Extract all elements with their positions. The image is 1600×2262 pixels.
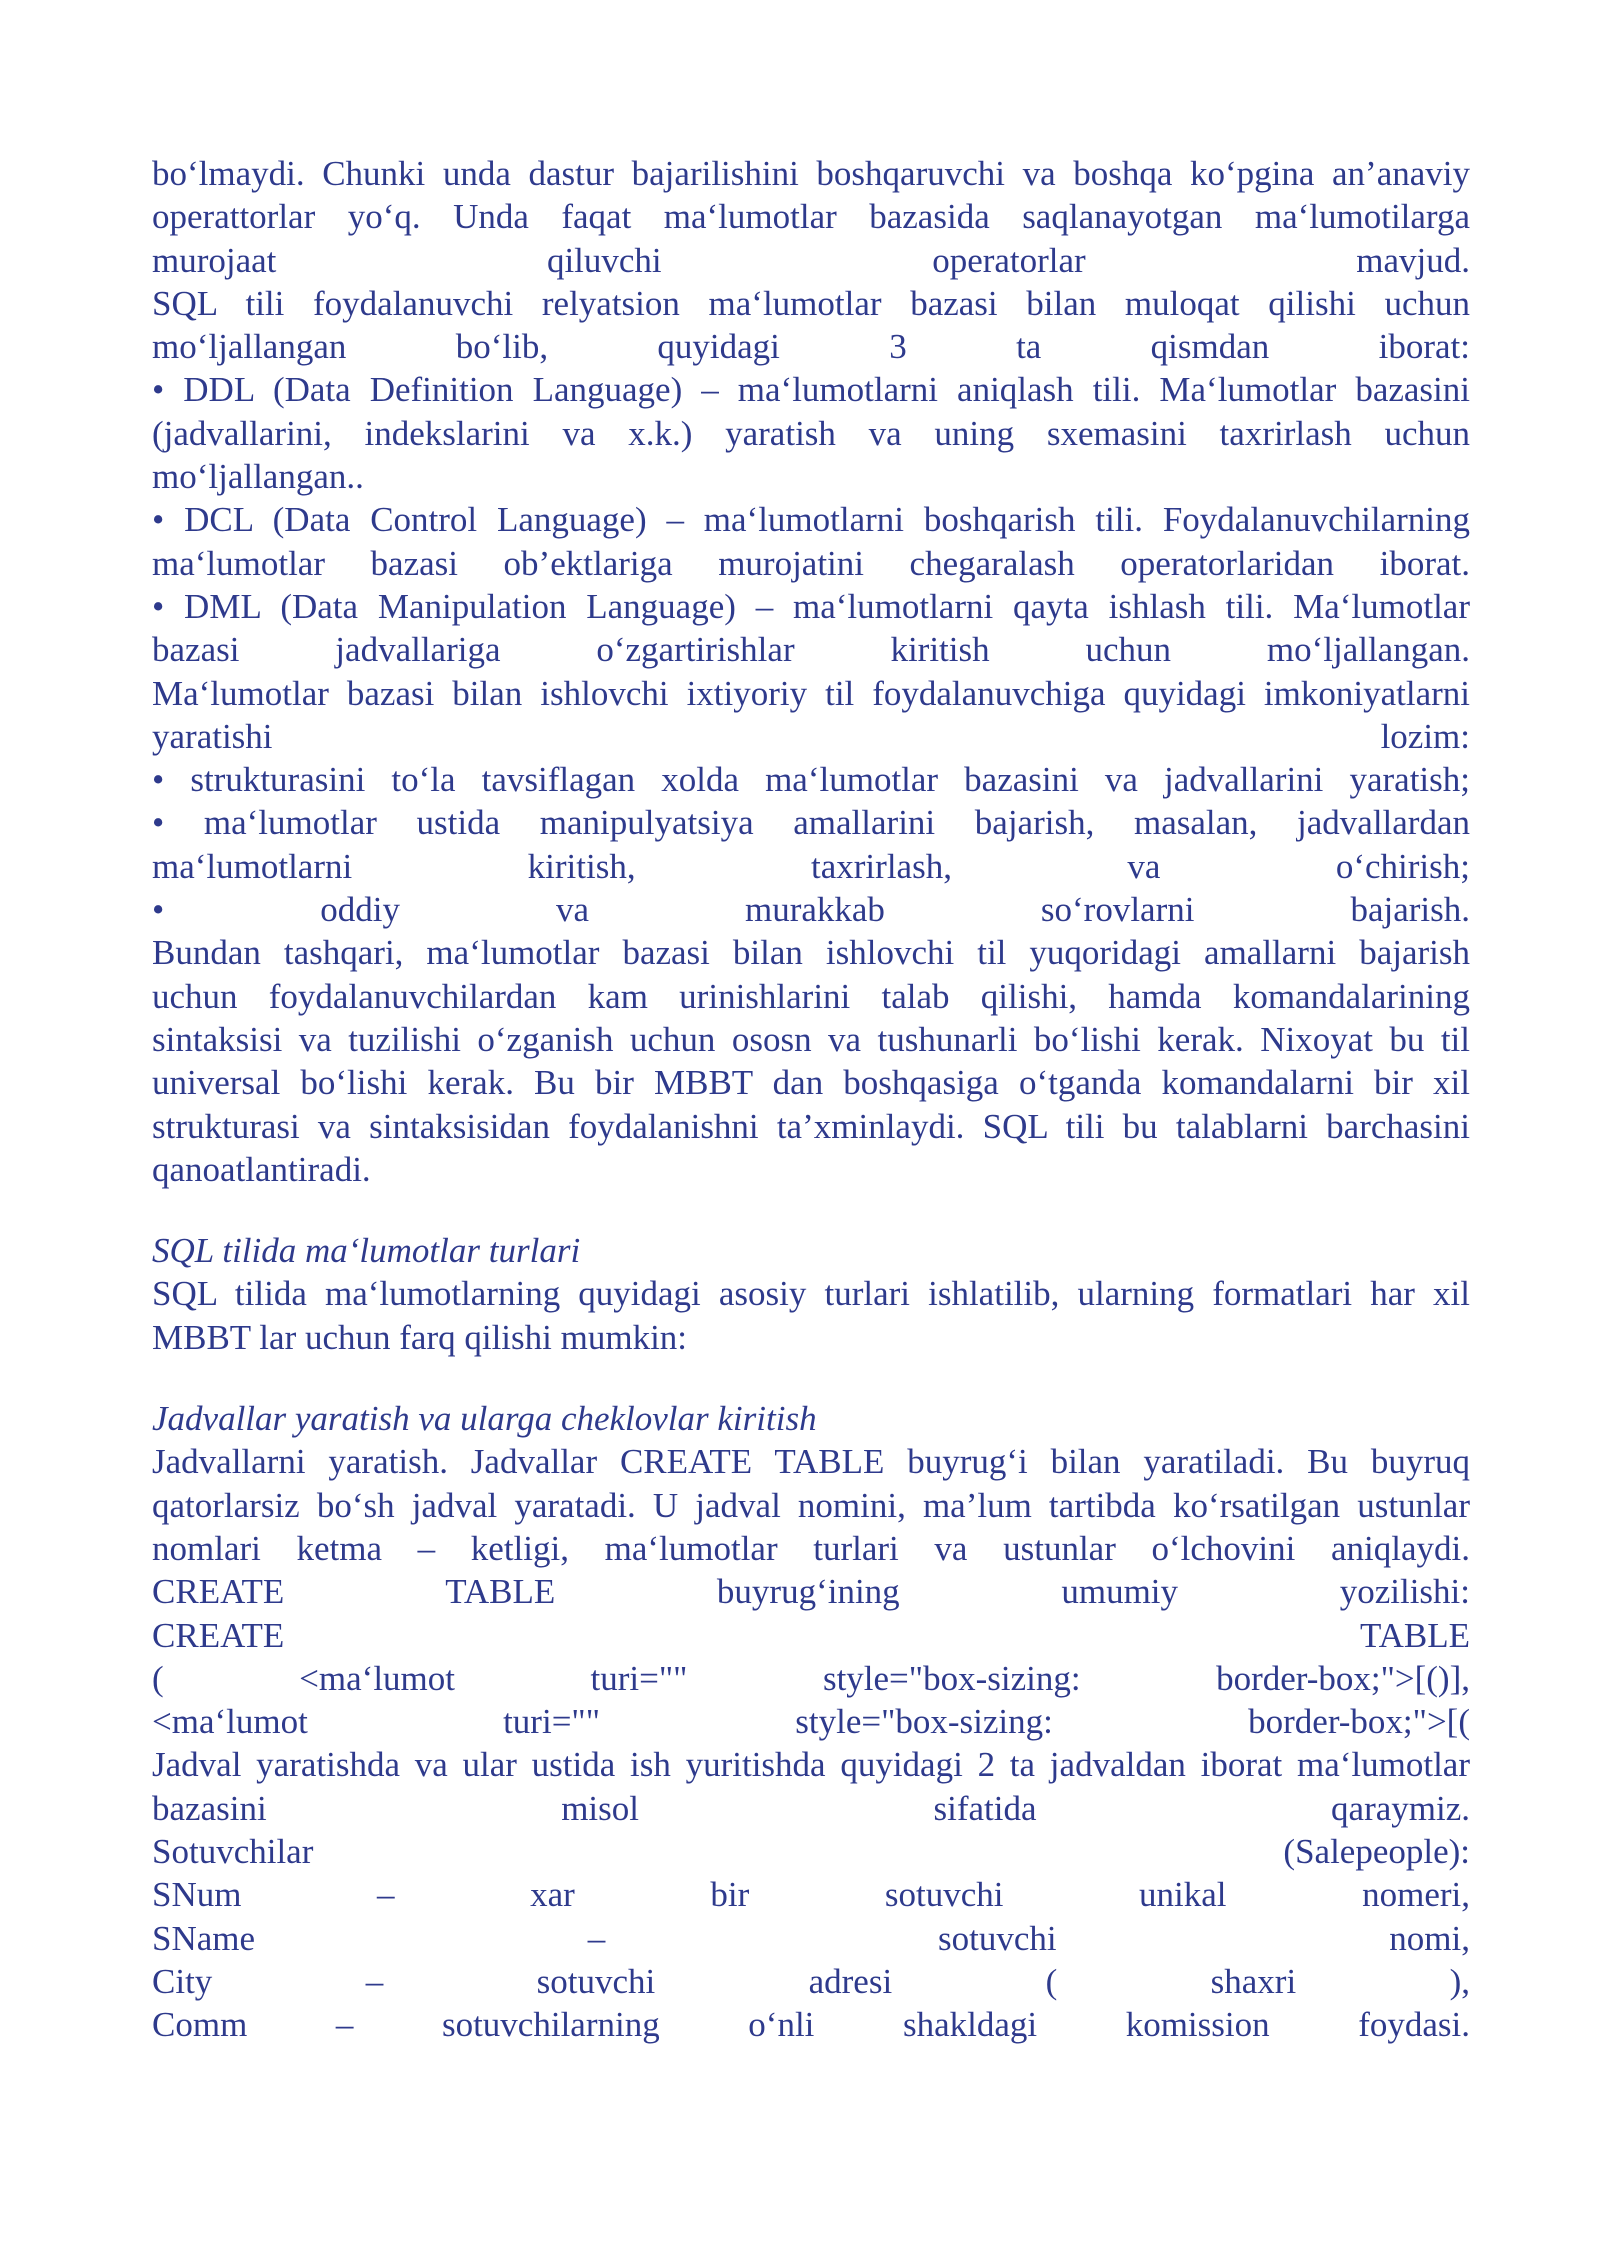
text-line: bo‘lmaydi. Chunki unda dastur bajarilishini boshqaruvchi va boshqa ko‘pgina an’anaviy bbox=[152, 154, 1470, 193]
text-line: qanoatlantiradi. bbox=[152, 1149, 371, 1189]
text-line: • DCL (Data Control Language) – ma‘lumotlarni boshqarish tili. Foydalanuvchilarning bbox=[152, 500, 1470, 540]
text-line: yaratishi lozim: bbox=[152, 716, 1470, 756]
text-line: CREATE TABLE buyrug‘ining umumiy yozilishi: bbox=[152, 1572, 1470, 1612]
text-line: SQL tili foydalanuvchi relyatsion ma‘lumotlar bazasi bilan muloqat qilishi uchun bbox=[152, 283, 1470, 323]
document-body bbox=[152, 152, 1470, 2046]
section-heading-data-types: SQL tilida ma‘lumotlar turlari bbox=[152, 1231, 581, 1271]
section-heading-create-tables: Jadvallar yaratish va ularga cheklovlar kiritish bbox=[152, 1399, 817, 1439]
text-line: <ma‘lumot turi="" style="box-sizing: border-box;">[( bbox=[152, 1702, 1470, 1742]
spacer bbox=[152, 1191, 1470, 1229]
spacer bbox=[152, 1359, 1470, 1397]
text-line: mo‘ljallangan.. bbox=[152, 457, 364, 497]
text-line: uchun foydalanuvchilardan kam urinishlarini talab qilishi, hamda komandalarining bbox=[152, 976, 1470, 1016]
text-line: Jadval yaratishda va ular ustida ish yuritishda quyidagi 2 ta jadvaldan iborat ma‘lumotlar bbox=[152, 1745, 1470, 1785]
text-line: Bundan tashqari, ma‘lumotlar bazasi bilan ishlovchi til yuqoridagi amallarni bajarish bbox=[152, 933, 1470, 973]
text-line: City – sotuvchi adresi ( shaxri ), bbox=[152, 1961, 1470, 2001]
text-line: bazasini misol sifatida qaraymiz. bbox=[152, 1788, 1470, 1828]
text-line: bazasi jadvallariga o‘zgartirishlar kiritish uchun mo‘ljallangan. bbox=[152, 630, 1470, 670]
text-line: SNum – xar bir sotuvchi unikal nomeri, bbox=[152, 1875, 1470, 1915]
text-line: operattorlar yo‘q. Unda faqat ma‘lumotlar bazasida saqlanayotgan ma‘lumotilarga bbox=[152, 197, 1470, 237]
text-line: Comm – sotuvchilarning o‘nli shakldagi komission foydasi. bbox=[152, 2005, 1470, 2045]
text-line: • ma‘lumotlar ustida manipulyatsiya amallarini bajarish, masalan, jadvallardan bbox=[152, 803, 1470, 843]
text-line: sintaksisi va tuzilishi o‘zganish uchun ososn va tushunarli bo‘lishi kerak. Nixoyat bu til bbox=[152, 1019, 1470, 1059]
text-line: Jadvallarni yaratish. Jadvallar CREATE TABLE buyrug‘i bilan yaratiladi. Bu buyruq bbox=[152, 1442, 1470, 1482]
text-line: SQL tilida ma‘lumotlarning quyidagi asosiy turlari ishlatilib, ularning formatlari har xil bbox=[152, 1274, 1470, 1314]
text-line: CREATE TABLE bbox=[152, 1615, 1470, 1655]
text-line: (jadvallarini, indekslarini va x.k.) yaratish va uning sxemasini taxrirlash uchun bbox=[152, 413, 1470, 453]
text-line: • DML (Data Manipulation Language) – ma‘lumotlarni qayta ishlash tili. Ma‘lumotlar bbox=[152, 586, 1470, 626]
text-line: strukturasi va sintaksisidan foydalanishni ta’xminlaydi. SQL tili bu talablarni barchasini bbox=[152, 1106, 1470, 1146]
text-line: Ma‘lumotlar bazasi bilan ishlovchi ixtiyoriy til foydalanuvchiga quyidagi imkoniyatlarni bbox=[152, 673, 1470, 713]
text-line: mo‘ljallangan bo‘lib, quyidagi 3 ta qismdan iborat: bbox=[152, 327, 1470, 367]
text-line: MBBT lar uchun farq qilishi mumkin: bbox=[152, 1317, 688, 1357]
paragraph-block-2 bbox=[152, 1272, 1470, 1359]
text-line: ( <ma‘lumot turi="" style="box-sizing: border-box;">[()], bbox=[152, 1658, 1470, 1698]
text-line: • strukturasini to‘la tavsiflagan xolda ma‘lumotlar bazasini va jadvallarini yaratish; bbox=[152, 760, 1470, 800]
text-line: murojaat qiluvchi operatorlar mavjud. bbox=[152, 240, 1470, 280]
text-line: qatorlarsiz bo‘sh jadval yaratadi. U jadval nomini, ma’lum tartibda ko‘rsatilgan ustunlar bbox=[152, 1485, 1470, 1525]
paragraph-block-3 bbox=[152, 1440, 1470, 2046]
text-line: nomlari ketma – ketligi, ma‘lumotlar turlari va ustunlar o‘lchovini aniqlaydi. bbox=[152, 1528, 1470, 1568]
text-line: • DDL (Data Definition Language) – ma‘lumotlarni aniqlash tili. Ma‘lumotlar bazasini bbox=[152, 370, 1470, 410]
text-line: ma‘lumotlar bazasi ob’ektlariga murojatini chegaralash operatorlaridan iborat. bbox=[152, 543, 1470, 583]
text-line: SName – sotuvchi nomi, bbox=[152, 1918, 1470, 1958]
paragraph-block-1 bbox=[152, 152, 1470, 1191]
text-line: • oddiy va murakkab so‘rovlarni bajarish. bbox=[152, 890, 1470, 930]
text-line: Sotuvchilar (Salepeople): bbox=[152, 1831, 1470, 1871]
text-line: universal bo‘lishi kerak. Bu bir MBBT dan boshqasiga o‘tganda komandalarni bir xil bbox=[152, 1063, 1470, 1103]
text-line: ma‘lumotlarni kiritish, taxrirlash, va o‘chirish; bbox=[152, 846, 1470, 886]
